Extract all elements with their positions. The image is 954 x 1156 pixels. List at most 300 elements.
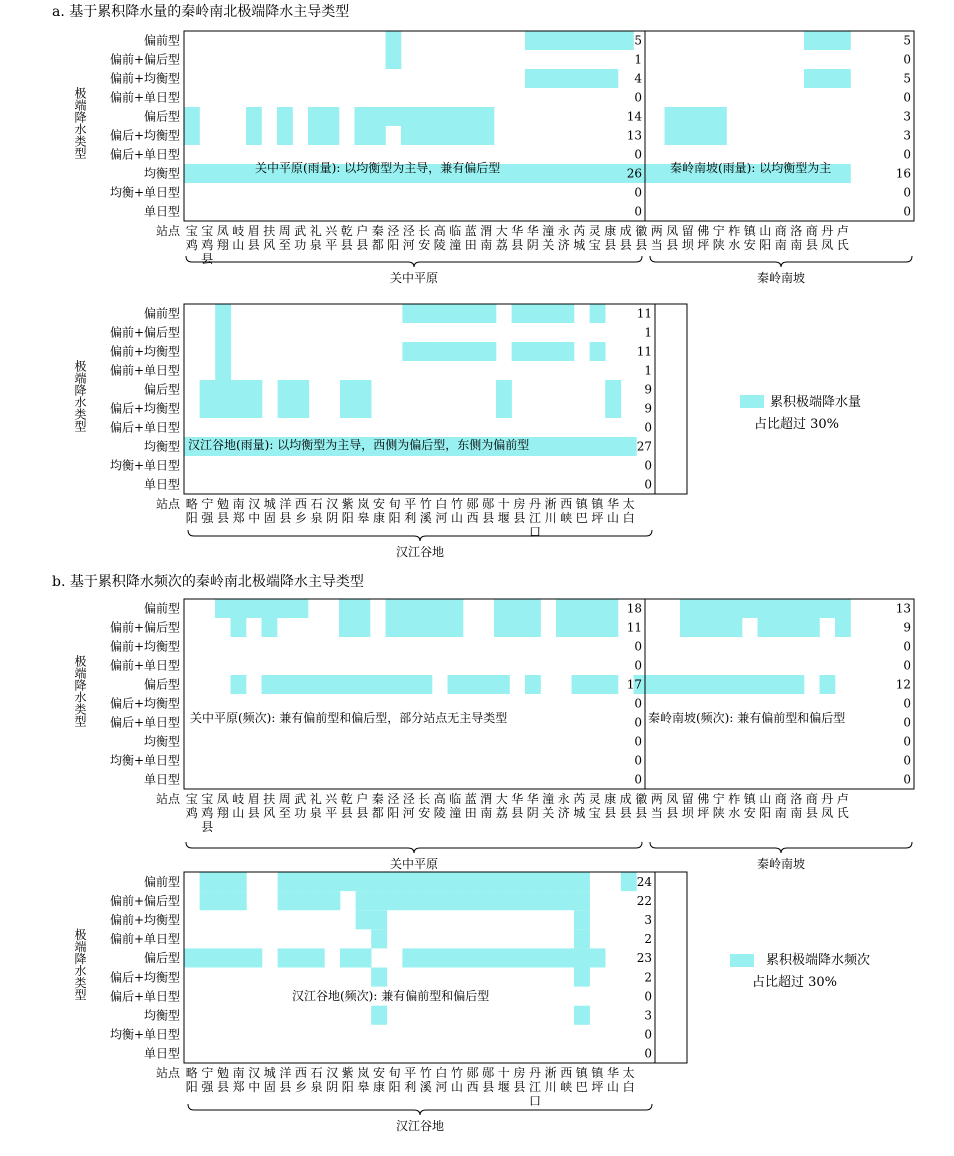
cell-a-north-r4-c18 xyxy=(463,107,479,126)
cell-b-hanjiang-r0-c13 xyxy=(387,872,403,891)
cell-b-hanjiang-r4-c7 xyxy=(293,948,309,967)
station-a-north-26-ch1: 宝 xyxy=(588,238,601,252)
count-a-hanjiang-g0-r5: 9 xyxy=(644,401,652,416)
station-a-north-18-ch1: 田 xyxy=(464,238,477,252)
station-a-hanjiang-4-ch1: 中 xyxy=(248,511,261,525)
count-a-north-g1-r8: 0 xyxy=(903,185,911,200)
cell-b-hanjiang-r0-c28 xyxy=(621,872,637,891)
count-a-hanjiang-g0-r3: 1 xyxy=(644,363,652,378)
cell-a-north-r5-c0 xyxy=(184,126,200,145)
row-label-a-hanjiang-1: 偏前+偏后型 xyxy=(109,325,180,340)
cell-b-hanjiang-r0-c21 xyxy=(512,872,528,891)
count-b-north-g1-r3: 0 xyxy=(903,658,911,673)
station-b-hanjiang-5-ch0: 城 xyxy=(263,1066,276,1080)
station-b-hanjiang-23-ch0: 淅 xyxy=(544,1066,557,1080)
cell-b-north-r4-c34 xyxy=(711,675,727,694)
cell-b-hanjiang-r3-c12 xyxy=(371,929,387,948)
station-a-north-35-ch0: 柞 xyxy=(728,224,741,238)
cell-b-north-r1-c14 xyxy=(401,618,417,637)
count-a-north-g1-r9: 0 xyxy=(903,204,911,219)
cell-a-hanjiang-r2-c26 xyxy=(590,342,606,361)
station-a-hanjiang-11-ch0: 岚 xyxy=(357,497,370,511)
station-b-hanjiang-19-ch0: 郧 xyxy=(482,1066,495,1080)
station-b-north-17-ch1: 潼 xyxy=(449,806,462,820)
cell-b-north-r1-c3 xyxy=(231,618,247,637)
station-a-north-19-ch1: 南 xyxy=(480,238,493,252)
station-b-north-13-ch0: 泾 xyxy=(387,792,400,806)
bracket-label-a-north-1: 秦岭南坡 xyxy=(756,271,806,285)
cell-b-hanjiang-r4-c20 xyxy=(496,948,512,967)
cell-b-north-r4-c12 xyxy=(370,675,386,694)
count-a-north-g0-r4: 14 xyxy=(626,109,642,124)
station-b-north-0-ch1: 鸡 xyxy=(185,806,198,820)
cell-b-hanjiang-r4-c18 xyxy=(465,948,481,967)
station-a-hanjiang-18-ch1: 西 xyxy=(466,511,479,525)
station-a-north-1-ch0: 宝 xyxy=(201,224,214,238)
cell-a-hanjiang-r0-c22 xyxy=(527,304,543,323)
station-a-hanjiang-10-ch1: 阳 xyxy=(341,511,354,525)
station-a-hanjiang-17-ch1: 山 xyxy=(450,511,464,525)
count-b-north-g0-r7: 0 xyxy=(634,734,642,749)
row-label-b-north-3: 偏前+单日型 xyxy=(109,658,180,673)
station-b-north-0-ch0: 宝 xyxy=(185,792,198,806)
row-label-b-north-1: 偏前+偏后型 xyxy=(109,620,180,635)
count-a-hanjiang-g0-r0: 11 xyxy=(636,306,652,321)
station-a-north-34-ch0: 宁 xyxy=(712,224,725,238)
cell-b-north-r0-c3 xyxy=(231,599,247,618)
cell-a-north-r5-c31 xyxy=(665,126,681,145)
cell-b-north-r1-c26 xyxy=(587,618,603,637)
cell-b-north-r0-c15 xyxy=(417,599,433,618)
cell-b-north-r4-c35 xyxy=(727,675,743,694)
station-a-north-30-ch1: 当 xyxy=(650,238,663,252)
cell-b-hanjiang-r2-c25 xyxy=(574,910,590,929)
station-b-hanjiang-18-ch0: 郧 xyxy=(466,1066,479,1080)
row-label-a-north-0: 偏前型 xyxy=(143,33,180,48)
cell-a-hanjiang-r2-c18 xyxy=(465,342,481,361)
row-label-a-north-8: 均衡+单日型 xyxy=(109,185,180,200)
cell-b-north-r4-c37 xyxy=(758,675,774,694)
cell-a-north-r2-c26 xyxy=(587,69,603,88)
cell-a-hanjiang-r2-c16 xyxy=(434,342,450,361)
cell-b-hanjiang-r4-c26 xyxy=(590,948,606,967)
station-b-north-4-ch1: 县 xyxy=(247,806,260,820)
cell-b-hanjiang-r1-c23 xyxy=(543,891,559,910)
cell-b-north-r4-c19 xyxy=(479,675,495,694)
cell-b-north-r1-c22 xyxy=(525,618,541,637)
cell-a-hanjiang-r2-c17 xyxy=(449,342,465,361)
station-a-north-41-ch1: 凤 xyxy=(821,238,834,252)
station-a-hanjiang-7-ch0: 西 xyxy=(294,497,308,511)
station-b-north-22-ch0: 华 xyxy=(526,792,539,806)
count-a-north-g1-r5: 3 xyxy=(903,128,911,143)
station-b-north-18-ch1: 田 xyxy=(464,806,477,820)
count-a-north-g1-r1: 0 xyxy=(903,52,911,67)
cell-a-north-r7-c25 xyxy=(572,164,588,183)
station-b-north-15-ch1: 安 xyxy=(418,806,431,820)
cell-b-north-r1-c16 xyxy=(432,618,448,637)
count-b-hanjiang-g0-r8: 0 xyxy=(644,1027,652,1042)
count-a-hanjiang-g0-r7: 27 xyxy=(636,439,652,454)
row-label-b-north-9: 单日型 xyxy=(143,772,180,787)
station-b-north-23-ch1: 关 xyxy=(542,806,555,820)
cell-a-hanjiang-r3-c2 xyxy=(215,361,231,380)
station-a-hanjiang-26-ch0: 镇 xyxy=(591,497,604,511)
cell-b-north-r0-c25 xyxy=(572,599,588,618)
station-a-north-17-ch0: 临 xyxy=(449,224,462,238)
cell-b-north-r0-c32 xyxy=(680,599,696,618)
station-a-north-6-ch1: 至 xyxy=(278,238,291,252)
station-a-hanjiang-21-ch1: 县 xyxy=(513,511,526,525)
station-b-north-26-ch1: 宝 xyxy=(588,806,601,820)
cell-b-hanjiang-r1-c21 xyxy=(512,891,528,910)
count-b-north-g0-r1: 11 xyxy=(626,620,642,635)
station-a-north-28-ch1: 县 xyxy=(619,238,632,252)
cell-b-north-r0-c39 xyxy=(789,599,805,618)
legend-a-swatch xyxy=(740,395,764,408)
cell-b-hanjiang-r1-c6 xyxy=(278,891,294,910)
station-a-north-12-ch1: 都 xyxy=(371,238,384,252)
cell-a-north-r5-c14 xyxy=(401,126,417,145)
station-a-hanjiang-5-ch1: 固 xyxy=(263,511,276,525)
station-a-north-38-ch0: 商 xyxy=(774,224,787,238)
station-a-north-5-ch1: 风 xyxy=(263,238,276,252)
count-a-hanjiang-g0-r4: 9 xyxy=(644,382,652,397)
station-b-north-21-ch1: 县 xyxy=(511,806,524,820)
cell-a-north-r2-c40 xyxy=(804,69,820,88)
cell-b-hanjiang-r4-c23 xyxy=(543,948,559,967)
cell-b-hanjiang-r2-c11 xyxy=(356,910,372,929)
station-a-north-42-ch0: 卢 xyxy=(836,224,849,238)
station-b-hanjiang-13-ch1: 阳 xyxy=(388,1080,401,1094)
cell-a-hanjiang-r0-c23 xyxy=(543,304,559,323)
count-b-hanjiang-g0-r4: 23 xyxy=(636,951,652,966)
station-a-hanjiang-27-ch1: 山 xyxy=(606,511,620,525)
row-label-b-hanjiang-7: 均衡型 xyxy=(143,1008,180,1023)
station-a-north-40-ch1: 县 xyxy=(805,238,818,252)
row-label-a-north-3: 偏前+单日型 xyxy=(109,90,180,105)
cell-a-north-r5-c9 xyxy=(324,126,340,145)
station-a-north-8-ch1: 泉 xyxy=(309,238,322,252)
cell-b-north-r1-c20 xyxy=(494,618,510,637)
cell-a-north-r7-c27 xyxy=(603,164,619,183)
cell-b-north-r0-c33 xyxy=(696,599,712,618)
station-a-north-11-ch1: 县 xyxy=(356,238,369,252)
section-b-title: b. 基于累积降水频次的秦岭南北极端降水主导类型 xyxy=(52,574,364,590)
cell-a-north-r2-c41 xyxy=(820,69,836,88)
cell-b-north-r1-c32 xyxy=(680,618,696,637)
row-label-b-hanjiang-6: 偏后+单日型 xyxy=(109,989,180,1004)
cell-a-north-r7-c2 xyxy=(215,164,231,183)
cell-b-hanjiang-r1-c20 xyxy=(496,891,512,910)
station-a-north-16-ch0: 高 xyxy=(433,224,446,238)
station-a-north-23-ch0: 潼 xyxy=(542,224,555,238)
cell-b-north-r0-c17 xyxy=(448,599,464,618)
legend-b-swatch xyxy=(730,954,754,967)
cell-a-north-r4-c32 xyxy=(680,107,696,126)
cell-a-hanjiang-r5-c27 xyxy=(605,399,621,418)
station-b-hanjiang-15-ch1: 溪 xyxy=(419,1080,432,1094)
station-a-hanjiang-2-ch0: 勉 xyxy=(216,497,230,511)
cell-b-north-r4-c18 xyxy=(463,675,479,694)
cell-a-hanjiang-r2-c19 xyxy=(480,342,496,361)
count-b-north-g0-r8: 0 xyxy=(634,753,642,768)
cell-a-north-r5-c6 xyxy=(277,126,293,145)
cell-b-north-r1-c24 xyxy=(556,618,572,637)
station-b-north-27-ch0: 康 xyxy=(604,792,617,806)
station-b-hanjiang-18-ch1: 西 xyxy=(466,1080,479,1094)
station-b-hanjiang-20-ch1: 堰 xyxy=(497,1080,510,1094)
cell-b-hanjiang-r0-c3 xyxy=(231,872,247,891)
cell-a-hanjiang-r0-c18 xyxy=(465,304,481,323)
cell-b-north-r0-c27 xyxy=(603,599,619,618)
station-a-north-15-ch1: 安 xyxy=(418,238,431,252)
count-a-north-g0-r5: 13 xyxy=(626,128,642,143)
count-a-north-g0-r7: 26 xyxy=(626,166,642,181)
row-label-b-north-2: 偏前+均衡型 xyxy=(109,639,180,654)
count-a-north-g0-r1: 1 xyxy=(634,52,642,67)
cell-b-north-r1-c42 xyxy=(835,618,851,637)
station-b-north-3-ch0: 岐 xyxy=(232,792,245,806)
row-label-b-north-7: 均衡型 xyxy=(143,734,180,749)
cell-a-hanjiang-r4-c11 xyxy=(356,380,372,399)
bracket-a-north-1 xyxy=(650,256,912,267)
station-b-north-33-ch1: 坪 xyxy=(697,806,710,820)
station-a-hanjiang-15-ch0: 竹 xyxy=(419,497,432,511)
station-a-north-0-ch0: 宝 xyxy=(185,224,198,238)
cell-a-hanjiang-r5-c7 xyxy=(293,399,309,418)
station-b-hanjiang-2-ch1: 县 xyxy=(216,1080,230,1094)
row-label-a-hanjiang-0: 偏前型 xyxy=(143,306,180,321)
station-a-hanjiang-21-ch0: 房 xyxy=(513,497,526,511)
cell-b-hanjiang-r0-c9 xyxy=(324,872,340,891)
count-b-north-g0-r4: 17 xyxy=(626,677,642,692)
cell-b-north-r1-c34 xyxy=(711,618,727,637)
cell-b-north-r4-c25 xyxy=(572,675,588,694)
station-b-north-40-ch0: 商 xyxy=(805,792,818,806)
cell-a-north-r7-c23 xyxy=(541,164,557,183)
count-b-north-g0-r6: 0 xyxy=(634,715,642,730)
station-a-north-14-ch1: 河 xyxy=(402,238,415,252)
cell-a-hanjiang-r2-c24 xyxy=(558,342,574,361)
cell-a-hanjiang-r0-c17 xyxy=(449,304,465,323)
group-note-b-north-g1: 秦岭南坡(频次): 兼有偏前型和偏后型 xyxy=(648,711,846,725)
cell-b-north-r0-c16 xyxy=(432,599,448,618)
legend-b-line2: 占比超过 30% xyxy=(752,975,838,990)
cell-a-north-r4-c0 xyxy=(184,107,200,126)
cell-b-north-r4-c31 xyxy=(665,675,681,694)
count-b-north-g1-r7: 0 xyxy=(903,734,911,749)
count-b-north-g1-r1: 9 xyxy=(903,620,911,635)
y-axis-label-b-north: 极端降水类型 xyxy=(73,655,87,727)
station-a-north-22-ch1: 阴 xyxy=(526,238,539,252)
station-a-hanjiang-8-ch0: 石 xyxy=(310,497,323,511)
station-a-north-11-ch0: 户 xyxy=(356,224,369,238)
row-label-a-hanjiang-3: 偏前+单日型 xyxy=(109,363,180,378)
row-label-b-hanjiang-2: 偏前+均衡型 xyxy=(109,912,180,927)
cell-b-north-r4-c5 xyxy=(262,675,278,694)
cell-b-hanjiang-r7-c12 xyxy=(371,1006,387,1025)
station-b-north-36-ch0: 镇 xyxy=(743,792,756,806)
station-a-north-16-ch1: 陵 xyxy=(433,238,446,252)
station-a-hanjiang-1-ch0: 宁 xyxy=(201,497,214,511)
cell-a-hanjiang-r5-c10 xyxy=(340,399,356,418)
station-a-north-2-ch0: 凤 xyxy=(216,224,229,238)
cell-b-hanjiang-r1-c13 xyxy=(387,891,403,910)
row-label-a-north-2: 偏前+均衡型 xyxy=(109,71,180,86)
station-a-hanjiang-19-ch0: 郧 xyxy=(482,497,495,511)
station-b-hanjiang-6-ch1: 县 xyxy=(279,1080,292,1094)
cell-a-north-r4-c15 xyxy=(417,107,433,126)
cell-a-north-r5-c4 xyxy=(246,126,262,145)
cell-b-hanjiang-r1-c14 xyxy=(402,891,418,910)
station-b-hanjiang-1-ch1: 强 xyxy=(201,1080,214,1094)
station-b-north-35-ch0: 柞 xyxy=(728,792,741,806)
station-a-north-3-ch0: 岐 xyxy=(232,224,245,238)
station-a-north-31-ch0: 凤 xyxy=(666,224,679,238)
y-axis-label-a-hanjiang: 极端降水类型 xyxy=(73,360,87,432)
station-a-hanjiang-13-ch1: 阳 xyxy=(388,511,401,525)
station-b-hanjiang-24-ch1: 峡 xyxy=(560,1080,573,1094)
cell-a-north-r5-c12 xyxy=(370,126,386,145)
station-a-north-1-ch1: 鸡 xyxy=(201,238,214,252)
station-b-north-38-ch0: 商 xyxy=(774,792,787,806)
station-b-north-32-ch1: 坝 xyxy=(681,806,694,820)
count-b-north-g0-r2: 0 xyxy=(634,639,642,654)
station-b-north-28-ch1: 县 xyxy=(619,806,632,820)
station-a-north-33-ch1: 坪 xyxy=(697,238,710,252)
station-b-north-19-ch1: 南 xyxy=(480,806,493,820)
station-a-north-33-ch0: 佛 xyxy=(697,224,710,238)
station-b-hanjiang-17-ch0: 竹 xyxy=(450,1066,464,1080)
count-b-north-g1-r9: 0 xyxy=(903,772,911,787)
station-a-hanjiang-28-ch0: 太 xyxy=(622,497,635,511)
cell-a-hanjiang-r2-c21 xyxy=(512,342,528,361)
station-b-north-25-ch0: 芮 xyxy=(573,792,586,806)
cell-b-north-r1-c37 xyxy=(758,618,774,637)
cell-a-north-r4-c6 xyxy=(277,107,293,126)
group-note-a-hanjiang-g0: 汉江谷地(雨量): 以均衡型为主导，西侧为偏后型，东侧为偏前型 xyxy=(188,438,530,452)
station-b-north-27-ch1: 县 xyxy=(604,806,617,820)
cell-b-north-r0-c40 xyxy=(804,599,820,618)
cell-a-hanjiang-r4-c7 xyxy=(293,380,309,399)
station-b-north-7-ch0: 武 xyxy=(294,792,307,806)
station-axis-label-a-hanjiang: 站点 xyxy=(155,497,180,511)
station-b-hanjiang-10-ch1: 阳 xyxy=(341,1080,354,1094)
station-b-hanjiang-24-ch0: 西 xyxy=(560,1066,573,1080)
frame-a-north xyxy=(184,31,914,221)
cell-a-hanjiang-r2-c15 xyxy=(418,342,434,361)
station-a-north-24-ch0: 永 xyxy=(557,224,570,238)
station-b-north-5-ch1: 风 xyxy=(263,806,276,820)
station-b-north-37-ch1: 阳 xyxy=(759,806,772,820)
cell-b-hanjiang-r4-c10 xyxy=(340,948,356,967)
station-a-hanjiang-2-ch1: 县 xyxy=(216,511,230,525)
cell-a-north-r7-c22 xyxy=(525,164,541,183)
cell-b-hanjiang-r1-c16 xyxy=(434,891,450,910)
station-a-hanjiang-20-ch0: 十 xyxy=(497,497,510,511)
station-a-hanjiang-22-ch0: 丹 xyxy=(528,497,542,511)
station-b-hanjiang-11-ch0: 岚 xyxy=(357,1066,370,1080)
station-a-north-12-ch0: 秦 xyxy=(371,224,384,238)
station-b-north-9-ch0: 兴 xyxy=(325,792,338,806)
cell-b-hanjiang-r1-c9 xyxy=(324,891,340,910)
row-label-a-hanjiang-6: 偏后+单日型 xyxy=(109,420,180,435)
station-a-north-38-ch1: 南 xyxy=(774,238,787,252)
station-b-north-12-ch0: 秦 xyxy=(371,792,384,806)
cell-a-hanjiang-r7-c26 xyxy=(590,437,606,456)
station-a-north-6-ch0: 周 xyxy=(278,224,291,238)
cell-b-north-r4-c14 xyxy=(401,675,417,694)
station-a-hanjiang-9-ch1: 阴 xyxy=(326,511,339,525)
station-b-north-30-ch1: 当 xyxy=(650,806,663,820)
station-b-hanjiang-26-ch1: 坪 xyxy=(591,1080,604,1094)
station-a-north-21-ch0: 华 xyxy=(511,224,524,238)
cell-b-north-r4-c38 xyxy=(773,675,789,694)
cell-b-north-r4-c7 xyxy=(293,675,309,694)
count-a-hanjiang-g0-r8: 0 xyxy=(644,458,652,473)
station-b-north-20-ch0: 大 xyxy=(495,792,508,806)
station-a-north-13-ch0: 泾 xyxy=(387,224,400,238)
station-a-north-9-ch1: 平 xyxy=(325,238,338,252)
cell-a-hanjiang-r2-c14 xyxy=(402,342,418,361)
cell-a-hanjiang-r0-c26 xyxy=(590,304,606,323)
cell-a-north-r7-c30 xyxy=(649,164,665,183)
station-b-hanjiang-27-ch1: 山 xyxy=(606,1080,620,1094)
cell-b-north-r4-c36 xyxy=(742,675,758,694)
station-b-hanjiang-8-ch0: 石 xyxy=(310,1066,323,1080)
cell-a-north-r4-c11 xyxy=(355,107,371,126)
cell-b-hanjiang-r4-c15 xyxy=(418,948,434,967)
station-b-hanjiang-9-ch0: 汉 xyxy=(326,1066,339,1080)
station-a-north-29-ch0: 徽 xyxy=(635,224,648,238)
count-b-hanjiang-g0-r2: 3 xyxy=(644,912,652,927)
cell-b-hanjiang-r0-c19 xyxy=(480,872,496,891)
row-label-a-hanjiang-2: 偏前+均衡型 xyxy=(109,344,180,359)
station-b-hanjiang-0-ch0: 略 xyxy=(185,1066,198,1080)
station-b-hanjiang-27-ch0: 华 xyxy=(606,1066,620,1080)
station-a-hanjiang-20-ch1: 堰 xyxy=(497,511,510,525)
cell-b-hanjiang-r4-c1 xyxy=(200,948,216,967)
cell-b-hanjiang-r4-c2 xyxy=(215,948,231,967)
station-a-north-15-ch0: 长 xyxy=(418,224,431,238)
cell-a-north-r4-c9 xyxy=(324,107,340,126)
cell-b-hanjiang-r1-c17 xyxy=(449,891,465,910)
cell-b-north-r0-c6 xyxy=(277,599,293,618)
cell-b-hanjiang-r4-c16 xyxy=(434,948,450,967)
bracket-label-a-north-0: 关中平原 xyxy=(389,271,439,285)
legend-a xyxy=(740,394,861,432)
count-a-north-g1-r0: 5 xyxy=(903,33,911,48)
cell-b-north-r1-c5 xyxy=(262,618,278,637)
cell-a-north-r2-c24 xyxy=(556,69,572,88)
cell-a-north-r5-c16 xyxy=(432,126,448,145)
station-b-north-42-ch0: 卢 xyxy=(836,792,849,806)
cell-a-north-r0-c28 xyxy=(618,31,634,50)
cell-b-hanjiang-r5-c25 xyxy=(574,968,590,987)
station-b-hanjiang-17-ch1: 山 xyxy=(450,1080,464,1094)
cell-b-hanjiang-r4-c0 xyxy=(184,948,200,967)
count-b-hanjiang-g0-r5: 2 xyxy=(644,970,652,985)
cell-b-north-r1-c38 xyxy=(773,618,789,637)
cell-a-hanjiang-r5-c2 xyxy=(215,399,231,418)
station-a-hanjiang-15-ch1: 溪 xyxy=(419,511,432,525)
station-b-hanjiang-0-ch1: 阳 xyxy=(185,1080,198,1094)
cell-b-north-r4-c33 xyxy=(696,675,712,694)
station-b-hanjiang-21-ch1: 县 xyxy=(513,1080,526,1094)
station-a-north-7-ch1: 功 xyxy=(294,238,307,252)
station-b-north-23-ch0: 潼 xyxy=(542,792,555,806)
